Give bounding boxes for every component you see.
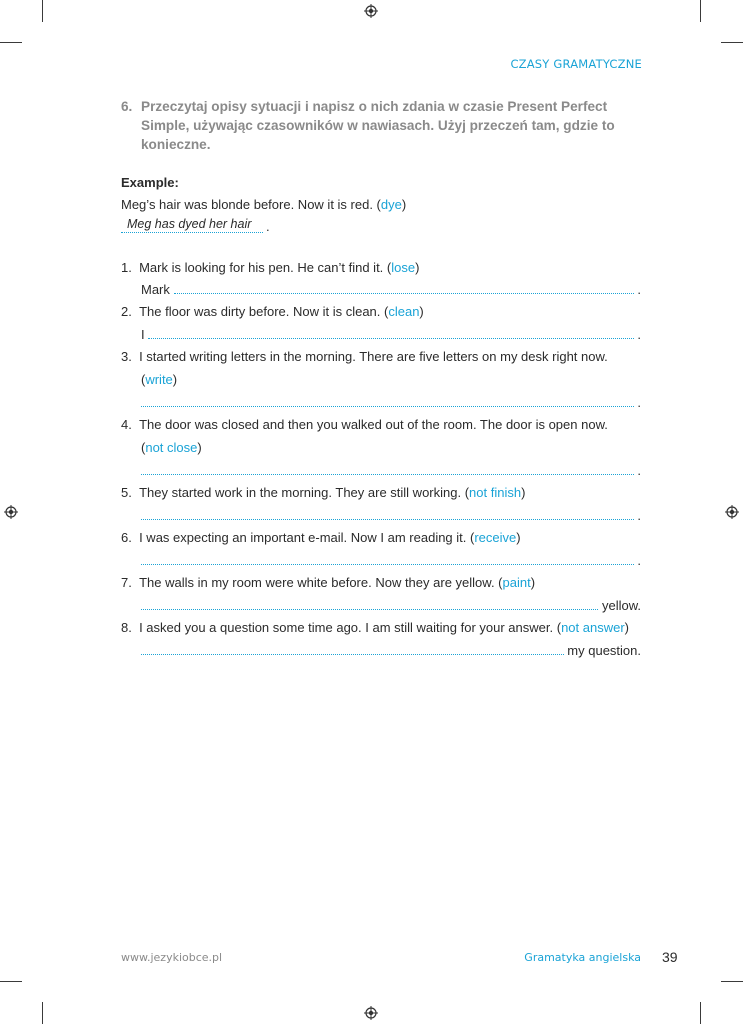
answer-line[interactable]: .: [141, 508, 641, 523]
crop-mark: [42, 0, 43, 22]
answer-line[interactable]: .: [141, 395, 641, 410]
answer-line[interactable]: .: [141, 553, 641, 568]
exercise-verb: (not close): [141, 440, 202, 455]
answer-line[interactable]: yellow.: [141, 598, 641, 613]
exercise-verb: (write): [141, 372, 178, 387]
section-header: CZASY GRAMATYCZNE: [510, 57, 642, 71]
crop-mark: [721, 981, 743, 982]
exercise-item: 5. They started work in the morning. They are still working. (not finish): [121, 485, 526, 500]
task-text: Przeczytaj opisy sytuacji i napisz o nich zdania w czasie Present Perfect Simple, używając czasowników w nawiasach. Użyj przeczeń tam, gdzie to konieczne.: [141, 99, 615, 152]
task-number: 6.: [121, 99, 133, 114]
exercise-item: 1. Mark is looking for his pen. He can’t find it. (lose): [121, 260, 420, 275]
registration-mark-icon: [364, 1006, 378, 1020]
crop-mark: [700, 0, 701, 22]
exercise-item: 8. I asked you a question some time ago. I am still waiting for your answer. (not answer): [121, 620, 629, 635]
example-verb: dye: [380, 197, 402, 212]
exercise-item: 7. The walls in my room were white before. Now they are yellow. (paint): [121, 575, 536, 590]
crop-mark: [721, 42, 743, 43]
answer-line[interactable]: .: [141, 463, 641, 478]
exercise-item: 6. I was expecting an important e-mail. Now I am reading it. (receive): [121, 530, 521, 545]
page-number: 39: [662, 949, 678, 965]
example-sentence: Meg’s hair was blonde before. Now it is red. (dye): [121, 197, 407, 212]
answer-line[interactable]: I .: [141, 327, 641, 342]
example-label: Example:: [121, 175, 179, 190]
registration-mark-icon: [4, 505, 18, 519]
registration-mark-icon: [725, 505, 739, 519]
crop-mark: [0, 981, 22, 982]
exercise-item: 2. The floor was dirty before. Now it is clean. (clean): [121, 304, 424, 319]
example-end: .: [266, 219, 270, 234]
footer-book-title: Gramatyka angielska: [524, 951, 641, 964]
registration-mark-icon: [364, 4, 378, 18]
footer-website: www.jezykiobce.pl: [121, 951, 223, 964]
crop-mark: [42, 1002, 43, 1024]
crop-mark: [700, 1002, 701, 1024]
crop-mark: [0, 42, 22, 43]
exercise-item: 4. The door was closed and then you walked out of the room. The door is open now.: [121, 417, 608, 432]
exercise-item: 3. I started writing letters in the morning. There are five letters on my desk right now.: [121, 349, 608, 364]
answer-line[interactable]: Mark .: [141, 282, 641, 297]
example-answer: Meg has dyed her hair: [121, 217, 263, 233]
answer-line[interactable]: my question.: [141, 643, 641, 658]
task-instruction: [121, 97, 646, 154]
